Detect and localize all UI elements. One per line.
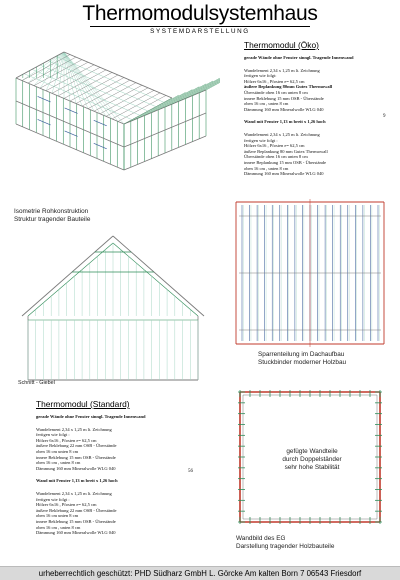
standard-line2: äußere Beklebung 22 mm OSB - Überstände	[36, 507, 117, 513]
oeko-line: Wandelement 2,34 x 1,25 m lt. Zeichnung	[244, 67, 320, 73]
oeko-line: Dämmung 160 mm Mineralwolle WLG 040	[244, 106, 324, 112]
window-sill	[94, 143, 107, 149]
standard-line2: Wandelement 2,34 x 1,25 m lt. Zeichnung	[36, 490, 112, 496]
gable-section-svg	[14, 230, 212, 388]
standard-line2: innere Beklebung 15 mm OSB - Überstände	[36, 518, 116, 524]
oeko-line2: oben 16 cm , unten 8 cm	[244, 165, 289, 171]
roof-purlin	[24, 74, 132, 120]
rafter-plan-drawing	[230, 196, 390, 350]
oeko-heading: gerade Wände ohne Fenster sinngl. Tragende Innenwand	[244, 55, 354, 60]
wall-caption-line1: Wandbild des EG	[236, 535, 286, 542]
rafter-caption-line1: Sparrenteilung im Dachaufbau	[258, 351, 345, 358]
page-title: Thermomodulsystemhaus	[82, 2, 318, 25]
gable-section-drawing	[14, 230, 212, 388]
roof-inner-right	[113, 243, 198, 316]
roof-purlin	[56, 56, 164, 102]
window-sill	[65, 131, 78, 137]
title-underline	[90, 26, 310, 27]
oeko-line: äußere Beplankung 80mm Gutex Thermowall	[244, 84, 333, 90]
standard-line: oben 16 cm , unten 8 cm	[36, 460, 81, 466]
roof-purlin	[40, 65, 148, 111]
standard-line2: Dämmung 160 mm Mineralwolle WLG 040	[36, 530, 116, 536]
oeko-line: oben 16 cm , unten 8 cm	[244, 101, 289, 107]
roof-edge-left	[22, 236, 113, 316]
oeko-line2: äußere Beplankung 80 mm Gutex Thermowall	[244, 148, 328, 154]
oeko-panel-title: Thermomodul (Öko)	[244, 40, 319, 50]
isometric-caption-line2: Struktur tragender Bauteile	[14, 216, 91, 223]
oeko-line2: Überstände oben 16 cm unten 8 cm	[244, 154, 308, 160]
ridge-beam	[64, 52, 172, 98]
standard-line: Hölzer 6x16 , Pfosten e= 62,5 cm	[36, 437, 97, 443]
wall-annotation-line1: gefügte Wandteile	[286, 448, 338, 455]
rafter-back	[172, 78, 220, 104]
window-header	[65, 108, 78, 114]
standard-line2: oben 16 cm unten 8 cm	[36, 513, 79, 519]
rafter-plan-svg	[230, 196, 390, 350]
roof-inner-left	[28, 243, 113, 316]
oeko-line: Überstände oben 16 cm unten 8 cm	[244, 89, 308, 95]
oeko-line2: innere Beplankung 15 mm OSB - Überstände	[244, 159, 326, 165]
standard-panel-title: Thermomodul (Standard)	[36, 399, 130, 409]
roof-purlin	[32, 69, 140, 115]
window-header	[94, 120, 107, 126]
gable-edge	[16, 52, 64, 78]
page-subtitle: SYSTEMDARSTELLUNG	[150, 28, 250, 35]
standard-heading2: Wand mit Fenster 1,13 m breit x 1,26 hoch	[36, 478, 118, 484]
roof-edge-right	[113, 236, 204, 316]
copyright-footer: urheberrechtlich geschützt: PHD Südharz GmbH L. Görcke Am kalten Born 7 06543 Friesdorf	[0, 566, 400, 580]
isometric-caption-line1: Isometrie Rohkonstruktion	[14, 208, 89, 215]
oeko-line: innere Beklebung 15 mm OSB - Überstände	[244, 95, 324, 101]
standard-spec-block	[36, 414, 216, 536]
wall-caption-line2: Darstellung tragender Holzbauteile	[236, 543, 335, 550]
standard-line: Dämmung 160 mm Mineralwolle WLG 040	[36, 465, 116, 471]
standard-line: fertigen wie folgt :	[36, 432, 70, 438]
standard-page-number: 56	[188, 469, 193, 474]
oeko-line2: Dämmung 160 mm Mineralwolle WLG 040	[244, 171, 324, 177]
window-header	[38, 96, 51, 102]
wall-annotation-line2: durch Doppelständer	[282, 456, 342, 463]
standard-line: oben 16 cm unten 8 cm	[36, 448, 79, 454]
standard-line2: fertigen wie folgt :	[36, 496, 70, 502]
standard-line: innere Beklebung 15 mm OSB - Überstände	[36, 454, 116, 460]
isometric-frame-drawing	[6, 38, 220, 208]
oeko-spec-block	[244, 55, 394, 177]
gable-caption: Schnitt - Giebel	[18, 380, 55, 386]
oeko-line2: Hölzer 6x16 , Pfosten e= 62,5 cm	[244, 143, 305, 149]
oeko-line2: fertigen wie folgt :	[244, 137, 278, 143]
rafter-caption-line2: Stuckbinder moderner Holzbau	[258, 359, 347, 366]
wall-annotation-line3: sehr hohe Stabilität	[284, 464, 340, 471]
window-sill	[38, 119, 51, 125]
oeko-line: fertigen wie folgt:	[244, 73, 277, 79]
isometric-frame-svg	[6, 38, 220, 208]
oeko-page-number: 9	[383, 114, 386, 119]
standard-heading: gerade Wände ohne Fenster sinngl. Tragende Innenwand	[36, 414, 146, 419]
standard-line: Wandelement 2,34 x 1,25 m lt. Zeichnung	[36, 426, 112, 432]
oeko-line2: Wandelement 2,34 x 1,25 m lt. Zeichnung	[244, 131, 320, 137]
standard-line2: Hölzer 6x16 , Pfosten e= 62,5 cm	[36, 502, 97, 508]
oeko-heading2: Wand mit Fenster 1,13 m breit x 1,26 hoch	[244, 119, 326, 125]
oeko-line: Hölzer 6x16 , Pfosten e= 62,5 cm	[244, 78, 305, 84]
standard-line: äußere Beklebung 22 mm OSB - Überstände	[36, 443, 117, 449]
standard-line2: oben 16 cm , unten 8 cm	[36, 524, 81, 530]
